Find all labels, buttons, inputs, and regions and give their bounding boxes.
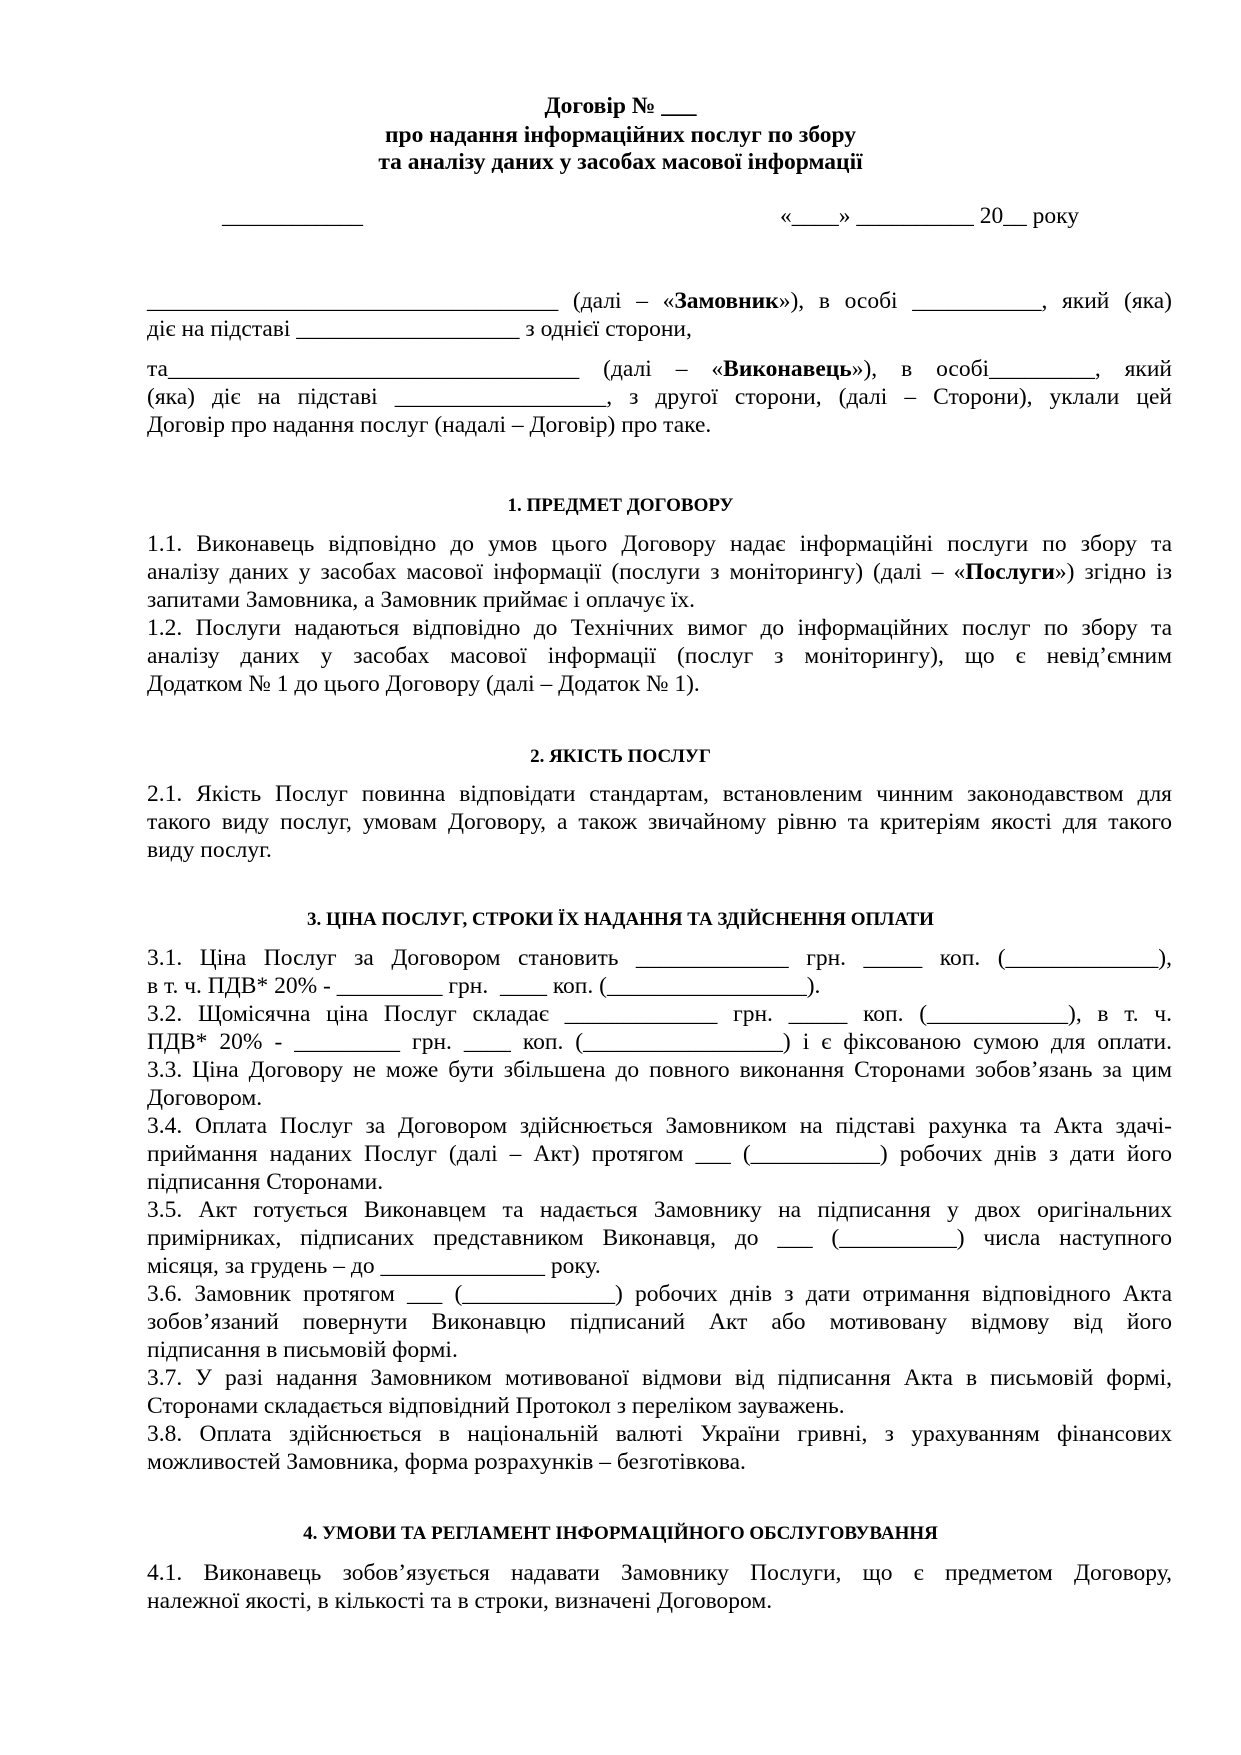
contract-subtitle-1: про надання інформаційних послуг по збору: [384, 122, 857, 148]
s1-line-5: аналізу даних у засобах масової інформації (послуг з моніторингу), що є невід’ємним: [147, 643, 1172, 669]
contractor-term: Виконавець: [723, 356, 852, 382]
s3-line-5: 3.3. Ціна Договору не може бути збільшена до повного виконання Сторонами зобов’язань за цим: [147, 1057, 1172, 1083]
section-3-heading: 3. ЦІНА ПОСЛУГ, СТРОКИ ЇХ НАДАННЯ ТА ЗДІЙСНЕННЯ ОПЛАТИ: [307, 909, 934, 930]
s3-line-7: 3.4. Оплата Послуг за Договором здійснюється Замовником на підставі рахунка та Акта здачі-: [147, 1113, 1172, 1139]
s1-line-1: 1.1. Виконавець відповідно до умов цього Договору надає інформаційні послуги по збору та: [147, 531, 1172, 557]
party-2-line-2: (яка) діє на підставі __________________, з другої сторони, (далі – Сторони), уклали цей: [147, 384, 1172, 410]
s2-line-3: виду послуг.: [147, 837, 272, 863]
s3-line-17: Сторонами складається відповідний Протокол з переліком зауважень.: [147, 1393, 845, 1419]
s3-line-14: зобов’язаний повернути Виконавцю підписаний Акт або мотивовану відмову від його: [147, 1309, 1172, 1335]
s3-line-10: 3.5. Акт готується Виконавцем та надається Замовнику на підписання у двох оригінальних: [147, 1197, 1172, 1223]
s3-line-2: в т. ч. ПДВ* 20% - _________ грн. ____ коп. (_________________).: [147, 973, 821, 999]
s3-line-9: підписання Сторонами.: [147, 1169, 384, 1195]
s1-line-2: аналізу даних у засобах масової інформації (послуги з моніторингу) (далі – «Послуги») згідно із: [147, 559, 1172, 585]
party-1-line-1: ___________________________________ (далі – «Замовник»), в особі ___________, який (яка): [147, 288, 1172, 314]
s3-line-6: Договором.: [147, 1085, 263, 1111]
s3-line-19: можливостей Замовника, форма розрахунків – безготівкова.: [147, 1449, 746, 1475]
s3-line-18: 3.8. Оплата здійснюється в національній валюті України гривні, з урахуванням фінансових: [147, 1421, 1172, 1447]
s3-line-3: 3.2. Щомісячна ціна Послуг складає _____________ грн. _____ коп. (____________), в т. ч.: [147, 1001, 1172, 1027]
s3-line-16: 3.7. У разі надання Замовником мотивованої відмови від підписання Акта в письмовій формі,: [147, 1365, 1172, 1391]
party-2-line-1: та___________________________________ (далі – «Виконавець»), в особі_________, який: [147, 356, 1172, 382]
services-term: Послуги: [965, 559, 1055, 585]
s2-line-2: такого виду послуг, умовам Договору, а також звичайному рівню та критеріям якості для такого: [147, 809, 1172, 835]
place-blank: ____________: [222, 203, 363, 229]
customer-term: Замовник: [674, 288, 779, 314]
s3-line-8: приймання наданих Послуг (далі – Акт) протягом ___ (___________) робочих днів з дати його: [147, 1141, 1172, 1167]
s3-line-12: місяця, за грудень – до ______________ року.: [147, 1253, 601, 1279]
s3-line-11: примірниках, підписаних представником Виконавця, до ___ (__________) числа наступного: [147, 1225, 1172, 1251]
s1-line-3: запитами Замовника, а Замовник приймає і оплачує їх.: [147, 587, 696, 613]
s1-line-6: Додатком № 1 до цього Договору (далі – Додаток № 1).: [147, 671, 700, 697]
contract-subtitle-2: та аналізу даних у засобах масової інформації: [378, 149, 863, 175]
party-2-line-3: Договір про надання послуг (надалі – Договір) про таке.: [147, 412, 712, 438]
s3-line-13: 3.6. Замовник протягом ___ (_____________) робочих днів з дати отримання відповідного Акта: [147, 1281, 1172, 1307]
section-4-heading: 4. УМОВИ ТА РЕГЛАМЕНТ ІНФОРМАЦІЙНОГО ОБСЛУГОВУВАННЯ: [303, 1523, 938, 1544]
s3-line-1: 3.1. Ціна Послуг за Договором становить _____________ грн. _____ коп. (_____________),: [147, 945, 1172, 971]
section-1-heading: 1. ПРЕДМЕТ ДОГОВОРУ: [507, 495, 734, 516]
s4-line-1: 4.1. Виконавець зобов’язується надавати Замовнику Послуги, що є предметом Договору,: [147, 1560, 1172, 1586]
date-line: «____» __________ 20__ року: [780, 203, 1079, 229]
s4-line-2: належної якості, в кількості та в строки, визначені Договором.: [147, 1588, 773, 1614]
contract-title: Договір № ___: [544, 93, 697, 119]
s1-line-4: 1.2. Послуги надаються відповідно до Технічних вимог до інформаційних послуг по збору та: [147, 615, 1172, 641]
section-2-heading: 2. ЯКІСТЬ ПОСЛУГ: [530, 746, 711, 767]
s3-line-15: підписання в письмовій формі.: [147, 1337, 458, 1363]
s2-line-1: 2.1. Якість Послуг повинна відповідати стандартам, встановленим чинним законодавством для: [147, 781, 1172, 807]
party-1-line-2: діє на підставі ___________________ з однієї сторони,: [147, 316, 692, 342]
s3-line-4: ПДВ* 20% - _________ грн. ____ коп. (_________________) і є фіксованою сумою для оплати.: [147, 1029, 1172, 1055]
